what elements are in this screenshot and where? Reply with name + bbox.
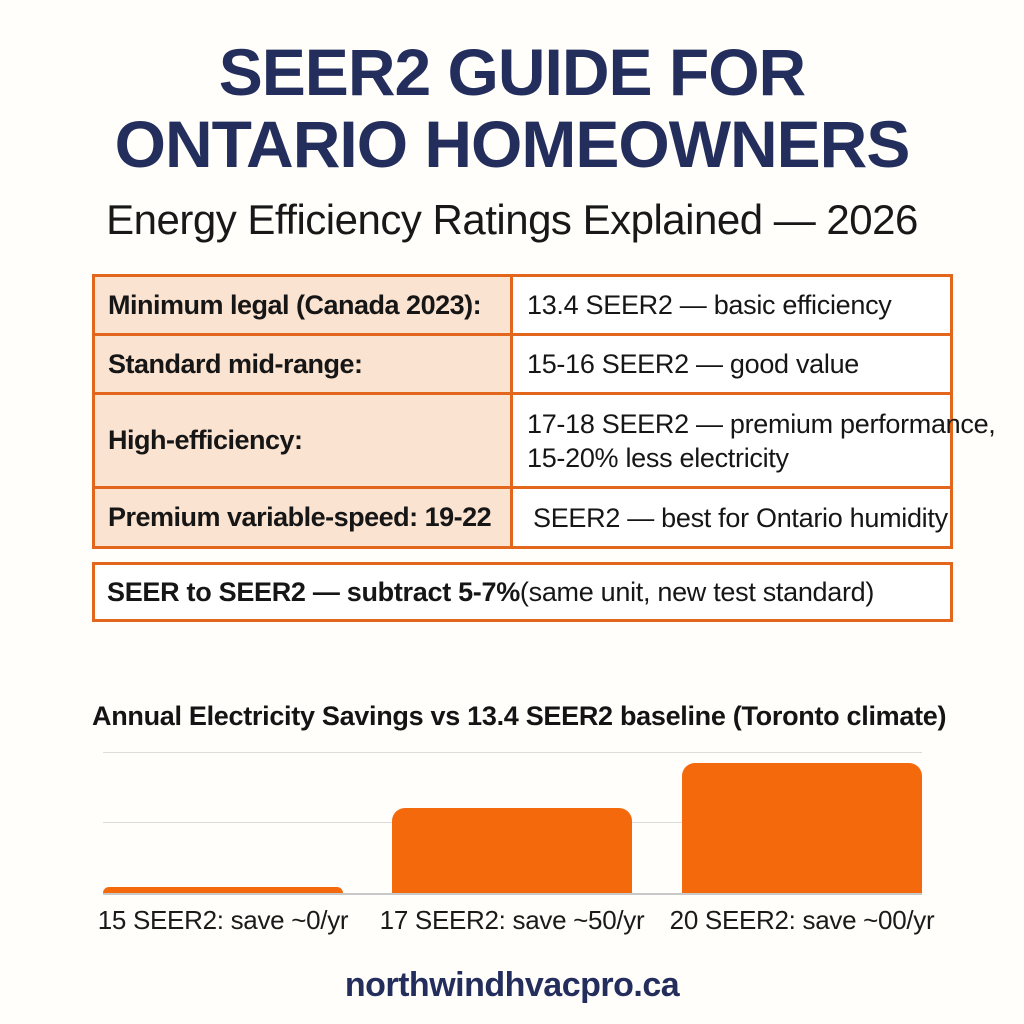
row-value-text: SEER2 — best for Ontario humidity bbox=[533, 502, 948, 533]
page-subtitle: Energy Efficiency Ratings Explained — 2026 bbox=[106, 196, 918, 243]
row-value-text: 15-16 SEER2 — good value bbox=[527, 349, 860, 379]
table-row bbox=[95, 277, 950, 336]
row-value-cell bbox=[513, 395, 1002, 486]
conversion-note-bold: SEER to SEER2 — subtract 5-7% bbox=[107, 576, 520, 607]
gridline bbox=[103, 752, 922, 753]
row-label-cell: Minimum legal (Canada 2023): bbox=[95, 277, 513, 333]
page-title-line1: SEER2 GUIDE FOR bbox=[218, 35, 806, 109]
table-row bbox=[95, 489, 950, 546]
bar-label: 15 SEER2: save ~0/yr bbox=[97, 905, 349, 935]
page-title bbox=[0, 36, 1024, 180]
footer-website: northwindhvacpro.ca bbox=[344, 966, 680, 1004]
conversion-note-regular: (same unit, new test standard) bbox=[519, 576, 875, 607]
seer2-ratings-table bbox=[92, 274, 996, 549]
row-label-cell: Premium variable-speed: 19-22 bbox=[95, 489, 513, 546]
x-axis-baseline bbox=[103, 893, 922, 895]
row-value-text: 17-18 SEER2 — premium performance, bbox=[527, 408, 996, 439]
row-label-cell: Standard mid-range: bbox=[95, 336, 513, 392]
row-value-cell bbox=[513, 336, 950, 392]
seer-conversion-note bbox=[92, 562, 953, 622]
chart-title: Annual Electricity Savings vs 13.4 SEER2 baseline (Toronto climate) bbox=[92, 701, 947, 731]
row-label-cell: High-efficiency: bbox=[95, 395, 513, 486]
bar-label: 20 SEER2: save ~00/yr bbox=[669, 905, 935, 935]
header bbox=[0, 36, 1024, 244]
row-value-text: 15-20% less electricity bbox=[527, 442, 789, 473]
page-title-line2: ONTARIO HOMEOWNERS bbox=[114, 107, 910, 181]
row-value-cell bbox=[513, 489, 954, 546]
table-row bbox=[95, 336, 950, 395]
row-value-cell bbox=[513, 277, 950, 333]
bar-label: 17 SEER2: save ~50/yr bbox=[379, 905, 645, 935]
table-row bbox=[95, 395, 996, 489]
bar-20-seer2 bbox=[682, 763, 922, 893]
bar-17-seer2 bbox=[392, 808, 632, 893]
row-value-text: 13.4 SEER2 — basic efficiency bbox=[527, 290, 892, 320]
savings-bar-chart bbox=[97, 752, 935, 935]
